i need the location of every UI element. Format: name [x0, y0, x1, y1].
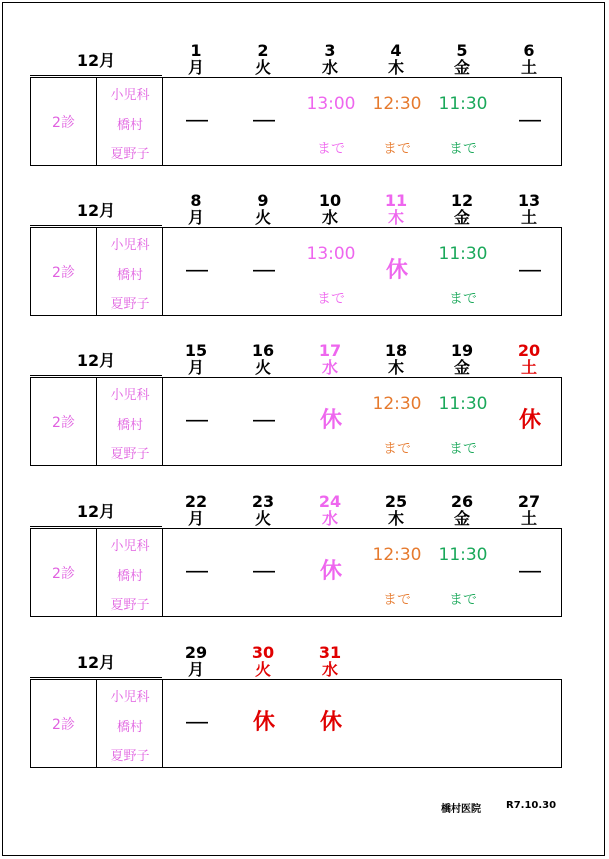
room-label: 2診 — [52, 414, 75, 431]
day-date: 19 — [450, 341, 474, 360]
day-header — [499, 42, 559, 76]
day-header — [300, 342, 360, 376]
day-weekday: 木 — [387, 208, 404, 227]
end-time: 11:30 — [438, 394, 488, 414]
month-label: 12月 — [76, 201, 116, 220]
until-label: まで — [449, 141, 477, 157]
day-weekday: 木 — [387, 58, 404, 77]
day-header — [432, 192, 492, 226]
room-label: 2診 — [52, 264, 75, 281]
day-date: 11 — [384, 191, 408, 210]
closed-label: 休 — [319, 559, 342, 584]
day-header — [233, 493, 293, 527]
end-time: 12:30 — [372, 394, 422, 414]
day-date: 6 — [523, 41, 535, 60]
week-section — [0, 642, 609, 772]
day-weekday: 月 — [187, 660, 204, 679]
until-label: まで — [449, 291, 477, 307]
day-date: 16 — [251, 341, 275, 360]
day-weekday: 木 — [387, 509, 404, 528]
end-time: 12:30 — [372, 545, 422, 565]
no-clinic-dash: ― — [519, 108, 541, 133]
day-weekday: 月 — [187, 58, 204, 77]
day-weekday: 水 — [321, 58, 338, 77]
month-label: 12月 — [76, 51, 116, 70]
day-weekday: 木 — [387, 358, 404, 377]
day-date: 2 — [257, 41, 269, 60]
no-clinic-dash: ― — [186, 559, 208, 584]
day-date: 5 — [456, 41, 468, 60]
no-clinic-dash: ― — [186, 710, 208, 735]
no-clinic-dash: ― — [253, 559, 275, 584]
day-weekday: 金 — [453, 58, 470, 77]
day-date: 3 — [324, 41, 336, 60]
day-header — [166, 644, 226, 678]
no-clinic-dash: ― — [186, 408, 208, 433]
day-date: 26 — [450, 492, 474, 511]
day-weekday: 土 — [520, 58, 537, 77]
month-underline — [30, 225, 162, 226]
closed-label: 休 — [518, 408, 541, 433]
schedule-box — [30, 679, 562, 768]
closed-label: 休 — [385, 258, 408, 283]
day-date: 27 — [517, 492, 541, 511]
until-label: まで — [317, 291, 345, 307]
department-label: 小児科 — [110, 88, 150, 103]
day-date: 12 — [450, 191, 474, 210]
room-label: 2診 — [52, 716, 75, 733]
day-date: 31 — [318, 643, 342, 662]
department-label: 小児科 — [110, 690, 150, 705]
closed-label: 休 — [252, 710, 275, 735]
doctor-given-name: 夏野子 — [110, 147, 150, 162]
footer-revision: R7.10.30 — [506, 800, 557, 811]
no-clinic-dash: ― — [253, 258, 275, 283]
day-header — [300, 493, 360, 527]
day-weekday: 月 — [187, 358, 204, 377]
day-header — [166, 42, 226, 76]
until-label: まで — [449, 441, 477, 457]
day-header — [166, 192, 226, 226]
day-weekday: 金 — [453, 208, 470, 227]
until-label: まで — [317, 141, 345, 157]
day-weekday: 水 — [321, 358, 338, 377]
doctor-surname: 橋村 — [116, 118, 143, 133]
day-weekday: 土 — [520, 358, 537, 377]
month-label: 12月 — [76, 351, 116, 370]
month-label: 12月 — [76, 653, 116, 672]
doctor-surname: 橋村 — [116, 569, 143, 584]
week-section — [0, 491, 609, 621]
day-date: 8 — [190, 191, 202, 210]
day-weekday: 土 — [520, 208, 537, 227]
room-label: 2診 — [52, 114, 75, 131]
day-date: 4 — [390, 41, 402, 60]
day-weekday: 水 — [321, 208, 338, 227]
day-header — [233, 342, 293, 376]
day-weekday: 火 — [254, 208, 271, 227]
week-section — [0, 190, 609, 320]
day-header — [300, 192, 360, 226]
schedule-box — [30, 377, 562, 466]
end-time: 11:30 — [438, 94, 488, 114]
day-weekday: 金 — [453, 509, 470, 528]
week-section — [0, 40, 609, 170]
day-weekday: 水 — [321, 660, 338, 679]
end-time: 11:30 — [438, 545, 488, 565]
no-clinic-dash: ― — [186, 108, 208, 133]
day-header — [499, 342, 559, 376]
no-clinic-dash: ― — [253, 108, 275, 133]
end-time: 13:00 — [306, 94, 356, 114]
until-label: まで — [383, 141, 411, 157]
month-underline — [30, 526, 162, 527]
day-header — [233, 42, 293, 76]
doctor-given-name: 夏野子 — [110, 447, 150, 462]
week-section — [0, 340, 609, 470]
day-weekday: 火 — [254, 509, 271, 528]
doctor-given-name: 夏野子 — [110, 297, 150, 312]
month-underline — [30, 677, 162, 678]
day-header — [300, 644, 360, 678]
day-header — [366, 42, 426, 76]
day-header — [366, 342, 426, 376]
day-header — [166, 342, 226, 376]
doctor-surname: 橋村 — [116, 268, 143, 283]
no-clinic-dash: ― — [186, 258, 208, 283]
day-header — [432, 493, 492, 527]
day-date: 1 — [190, 41, 202, 60]
day-date: 25 — [384, 492, 408, 511]
month-underline — [30, 375, 162, 376]
department-label: 小児科 — [110, 238, 150, 253]
no-clinic-dash: ― — [253, 408, 275, 433]
until-label: まで — [383, 592, 411, 608]
day-date: 13 — [517, 191, 541, 210]
department-label: 小児科 — [110, 388, 150, 403]
no-clinic-dash: ― — [519, 559, 541, 584]
doctor-surname: 橋村 — [116, 720, 143, 735]
day-date: 23 — [251, 492, 275, 511]
day-weekday: 月 — [187, 208, 204, 227]
day-weekday: 水 — [321, 509, 338, 528]
no-clinic-dash: ― — [519, 258, 541, 283]
day-date: 10 — [318, 191, 342, 210]
doctor-given-name: 夏野子 — [110, 749, 150, 764]
day-weekday: 火 — [254, 358, 271, 377]
day-date: 29 — [184, 643, 208, 662]
doctor-given-name: 夏野子 — [110, 598, 150, 613]
department-label: 小児科 — [110, 539, 150, 554]
day-header — [233, 644, 293, 678]
day-header — [233, 192, 293, 226]
day-weekday: 火 — [254, 58, 271, 77]
end-time: 13:00 — [306, 244, 356, 264]
day-header — [366, 493, 426, 527]
closed-label: 休 — [319, 710, 342, 735]
day-weekday: 月 — [187, 509, 204, 528]
day-header — [166, 493, 226, 527]
schedule-box — [30, 528, 562, 617]
doctor-surname: 橋村 — [116, 418, 143, 433]
day-header — [366, 192, 426, 226]
footer-clinic-name: 橋村医院 — [441, 804, 481, 815]
day-date: 24 — [318, 492, 342, 511]
day-date: 17 — [318, 341, 342, 360]
day-date: 30 — [251, 643, 275, 662]
day-date: 15 — [184, 341, 208, 360]
month-underline — [30, 75, 162, 76]
end-time: 12:30 — [372, 94, 422, 114]
schedule-box — [30, 77, 562, 166]
day-header — [300, 42, 360, 76]
closed-label: 休 — [319, 408, 342, 433]
day-weekday: 金 — [453, 358, 470, 377]
day-date: 18 — [384, 341, 408, 360]
day-header — [432, 42, 492, 76]
schedule-box — [30, 227, 562, 316]
until-label: まで — [383, 441, 411, 457]
until-label: まで — [449, 592, 477, 608]
day-header — [499, 192, 559, 226]
day-weekday: 土 — [520, 509, 537, 528]
end-time: 11:30 — [438, 244, 488, 264]
day-weekday: 火 — [254, 660, 271, 679]
day-date: 22 — [184, 492, 208, 511]
month-label: 12月 — [76, 502, 116, 521]
day-date: 9 — [257, 191, 269, 210]
day-date: 20 — [517, 341, 541, 360]
day-header — [499, 493, 559, 527]
room-label: 2診 — [52, 565, 75, 582]
day-header — [432, 342, 492, 376]
